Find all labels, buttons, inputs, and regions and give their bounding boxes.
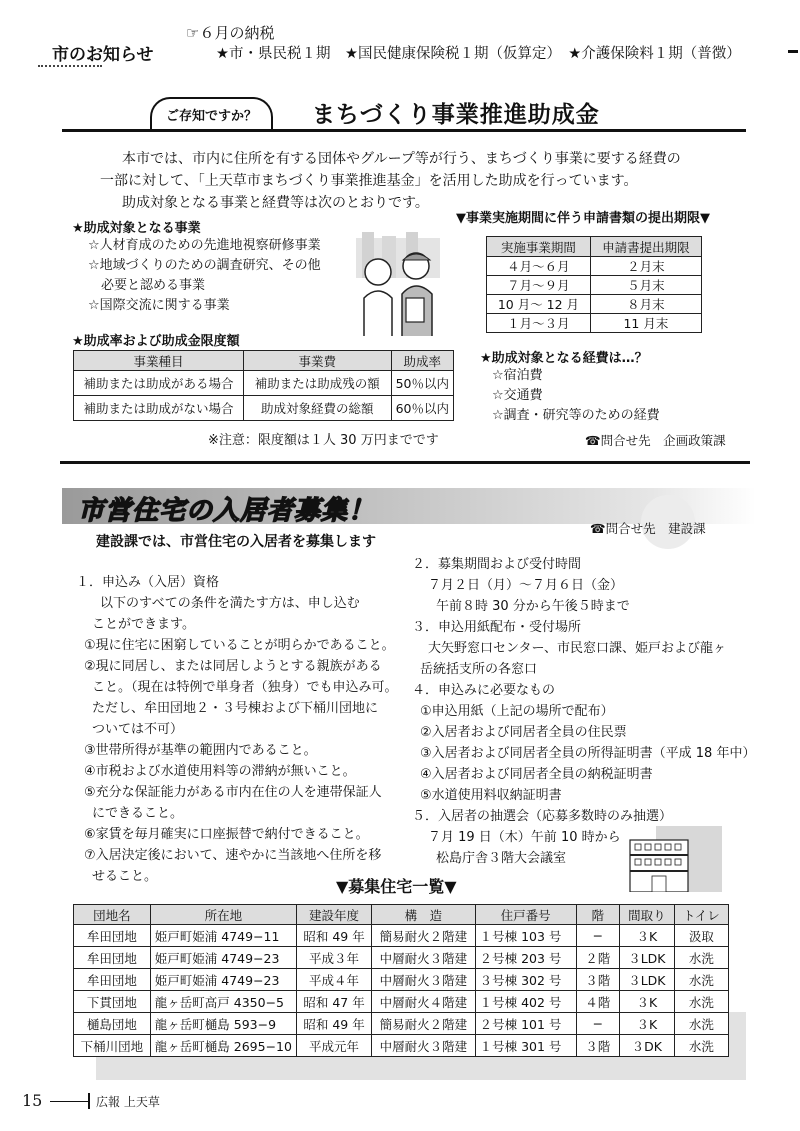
table-cell: ３号棟 302 号 [475, 969, 576, 991]
table-cell: ２号棟 101 号 [475, 1013, 576, 1035]
table-cell: １号棟 103 号 [475, 925, 576, 947]
table-row [74, 969, 729, 991]
list-item: 必要と認める事業 [88, 278, 206, 293]
text-line: ７月２日（月）～７月６日（金） [428, 578, 624, 593]
article-title: まちづくり事業推進助成金 [312, 102, 600, 128]
table-row [74, 1013, 729, 1035]
table-cell: ３DK [620, 1035, 675, 1057]
article-intro [100, 148, 681, 214]
table-header: 事業種目 [74, 351, 244, 371]
table-header: トイレ [674, 905, 728, 925]
intro-line: 助成対象となる事業と経費等は次のとおりです。 [122, 195, 429, 211]
header-dash [788, 50, 798, 53]
table-header: 階 [576, 905, 619, 925]
text-line: ③入居者および同居者全員の所得証明書（平成 18 年中） [420, 746, 756, 761]
text-line: にできること。 [92, 806, 184, 821]
text-line: ⑤水道使用料収納証明書 [420, 788, 562, 803]
table-cell: ８月末 [590, 295, 701, 314]
table-header: 建設年度 [296, 905, 371, 925]
text-line: １．申込み（入居）資格 [76, 575, 220, 590]
table-cell: 中層耐火３階建 [372, 947, 475, 969]
list-item: ☆交通費 [492, 388, 543, 403]
text-line: ５．入居者の抽選会（応募多数時のみ抽選） [412, 809, 673, 824]
table-cell: 牟田団地 [74, 925, 151, 947]
table-cell: 補助または助成がある場合 [74, 371, 244, 396]
table-cell: 中層耐火３階建 [372, 1035, 475, 1057]
housing-table [73, 904, 729, 1057]
text-line: ⑥家賃を毎月確実に口座振替で納付できること。 [84, 827, 369, 842]
table-cell: 助成対象経費の総額 [243, 396, 391, 421]
table-cell: ２月末 [590, 257, 701, 276]
intro-line: 本市では、市内に住所を有する団体やグループ等が行う、まちづくり事業に要する経費の [122, 151, 681, 167]
recruitment-title: 市営住宅の入居者募集！ [78, 496, 376, 526]
footer-bar [88, 1093, 90, 1109]
table-row [74, 925, 729, 947]
text-line: ⑦入居決定後において、速やかに当該地へ住所を移 [84, 848, 382, 863]
table-cell: 龍ヶ岳町高戸 4350−5 [150, 991, 296, 1013]
text-line: ４．申込みに必要なもの [412, 683, 556, 698]
list-item: ☆国際交流に関する事業 [88, 298, 230, 313]
table-cell: 水洗 [674, 1035, 728, 1057]
housing-list-title: ▼募集住宅一覧▼ [336, 877, 457, 896]
expense-list [492, 366, 660, 426]
title-rule [62, 129, 746, 132]
table-cell: ３LDK [620, 969, 675, 991]
table-cell: 11 月末 [590, 314, 701, 333]
section-title-underline [38, 65, 102, 67]
table-row [487, 257, 702, 276]
contact-planning: ☎問合せ先 企画政策課 [585, 433, 726, 448]
publication-name: 広報 上天草 [96, 1095, 160, 1109]
recruitment-subtitle: 建設課では、市営住宅の入居者を募集します [96, 534, 376, 550]
table-header: 事業費 [243, 351, 391, 371]
table-cell: 姫戸町姫浦 4749−23 [150, 969, 296, 991]
table-cell: 50％以内 [391, 371, 453, 396]
tax-label: ☞６月の納税 [186, 24, 275, 42]
period-heading: ▼事業実施期間に伴う申請書類の提出期限▼ [456, 211, 710, 226]
table-cell: − [576, 1013, 619, 1035]
table-cell: ２号棟 203 号 [475, 947, 576, 969]
table-cell: ４月～６月 [487, 257, 591, 276]
page-number: 15 [22, 1091, 43, 1110]
table-cell: 昭和 49 年 [296, 1013, 371, 1035]
table-cell: ３階 [576, 969, 619, 991]
table-cell: 水洗 [674, 969, 728, 991]
building-illustration [626, 826, 722, 892]
table-row [487, 314, 702, 333]
table-cell: ４階 [576, 991, 619, 1013]
list-item: ☆宿泊費 [492, 368, 543, 383]
footer-rule [50, 1101, 88, 1102]
table-row [487, 276, 702, 295]
section-title: 市のお知らせ [52, 45, 154, 65]
text-line: ついては不可） [92, 722, 184, 737]
list-item: ☆地域づくりのための調査研究、その他 [88, 258, 321, 273]
table-row [74, 991, 729, 1013]
table-cell: 10 月～ 12 月 [487, 295, 591, 314]
table-cell: 樋島団地 [74, 1013, 151, 1035]
table-cell: 昭和 49 年 [296, 925, 371, 947]
text-line: ７月 19 日（木）午前 10 時から [428, 830, 621, 845]
table-cell: 昭和 47 年 [296, 991, 371, 1013]
table-cell: ３K [620, 991, 675, 1013]
expense-heading: ★助成対象となる経費は…？ [480, 351, 648, 366]
table-cell: 姫戸町姫浦 4749−23 [150, 947, 296, 969]
table-row [74, 947, 729, 969]
table-row [487, 295, 702, 314]
intro-line: 一部に対して、「上天草市まちづくり事業推進基金」を活用した助成を行っています。 [100, 173, 638, 189]
text-line: ④入居者および同居者全員の納税証明書 [420, 767, 653, 782]
period-table [486, 236, 702, 333]
table-cell: 龍ヶ岳町樋島 593−9 [150, 1013, 296, 1035]
table-cell: 中層耐火３階建 [372, 969, 475, 991]
list-item: ☆調査・研究等のための経費 [492, 408, 660, 423]
text-line: ただし、牟田団地２・３号棟および下桶川団地に [92, 701, 379, 716]
table-cell: 牟田団地 [74, 969, 151, 991]
table-cell: １号棟 301 号 [475, 1035, 576, 1057]
table-cell: 簡易耐火２階建 [372, 1013, 475, 1035]
table-row [74, 371, 454, 396]
text-line: せること。 [92, 869, 158, 884]
table-header: 間取り [620, 905, 675, 925]
table-cell: ５月末 [590, 276, 701, 295]
table-cell: 簡易耐火２階建 [372, 925, 475, 947]
text-line: ことができます。 [92, 617, 195, 632]
people-illustration [348, 232, 448, 336]
text-line: ⑤充分な保証能力がある市内在住の人を連帯保証人 [84, 785, 382, 800]
text-line: ②現に同居し、または同居しようとする親族がある [84, 659, 382, 674]
table-header: 実施事業期間 [487, 237, 591, 257]
table-cell: 姫戸町姫浦 4749−11 [150, 925, 296, 947]
rate-table [73, 350, 454, 421]
table-cell: ２階 [576, 947, 619, 969]
table-row [74, 1035, 729, 1057]
text-line: ３．申込用紙配布・受付場所 [412, 620, 582, 635]
contact-construction: ☎問合せ先 建設課 [590, 521, 706, 536]
table-header: 団地名 [74, 905, 151, 925]
table-row [74, 396, 454, 421]
table-cell: 平成４年 [296, 969, 371, 991]
list-item: ☆人材育成のための先進地視察研修事業 [88, 238, 321, 253]
info-badge: ご存知ですか？ [150, 97, 273, 130]
table-header: 住戸番号 [475, 905, 576, 925]
table-cell: ７月～９月 [487, 276, 591, 295]
text-line: ①申込用紙（上記の場所で配布） [420, 704, 614, 719]
limit-note: ※注意：限度額は１人 30 万円までです [208, 433, 439, 448]
table-cell: 平成３年 [296, 947, 371, 969]
table-header: 助成率 [391, 351, 453, 371]
table-cell: 水洗 [674, 991, 728, 1013]
table-cell: 中層耐火４階建 [372, 991, 475, 1013]
text-line: こと。（現在は特例で単身者（独身）でも申込み可。 [92, 680, 398, 695]
text-line: 松島庁舎３階大会議室 [436, 851, 567, 866]
text-line: 以下のすべての条件を満たす方は、申し込む [100, 596, 360, 611]
table-cell: 水洗 [674, 1013, 728, 1035]
application-column [412, 554, 756, 869]
table-cell: １号棟 402 号 [475, 991, 576, 1013]
table-header: 所在地 [150, 905, 296, 925]
text-line: 大矢野窓口センター、市民窓口課、姫戸および龍ヶ [428, 641, 726, 656]
table-cell: ３階 [576, 1035, 619, 1057]
text-line: ２．募集期間および受付時間 [412, 557, 582, 572]
table-cell: ３K [620, 925, 675, 947]
table-cell: ３K [620, 1013, 675, 1035]
table-cell: 下桶川団地 [74, 1035, 151, 1057]
text-line: ①現に住宅に困窮していることが明らかであること。 [84, 638, 395, 653]
table-cell: 水洗 [674, 947, 728, 969]
text-line: ④市税および水道使用料等の滞納が無いこと。 [84, 764, 356, 779]
qualifications-column [76, 572, 406, 887]
table-header: 構 造 [372, 905, 475, 925]
table-cell: − [576, 925, 619, 947]
table-cell: １月～３月 [487, 314, 591, 333]
text-line: ②入居者および同居者全員の住民票 [420, 725, 627, 740]
table-cell: ３LDK [620, 947, 675, 969]
eligible-heading: ★助成対象となる事業 [72, 221, 201, 236]
table-cell: 汲取 [674, 925, 728, 947]
table-cell: 龍ヶ岳町樋島 2695−10 [150, 1035, 296, 1057]
text-line: ③世帯所得が基準の範囲内であること。 [84, 743, 317, 758]
tax-items: ★市・県民税１期 ★国民健康保険税１期（仮算定） ★介護保険料１期（普徴） [216, 46, 741, 62]
table-cell: 平成元年 [296, 1035, 371, 1057]
table-cell: 補助または助成がない場合 [74, 396, 244, 421]
table-cell: 牟田団地 [74, 947, 151, 969]
table-cell: 補助または助成残の額 [243, 371, 391, 396]
text-line: 午前８時 30 分から午後５時まで [436, 599, 630, 614]
text-line: 岳統括支所の各窓口 [420, 662, 538, 677]
rate-heading: ★助成率および助成金限度額 [72, 334, 240, 349]
eligible-list [88, 236, 321, 316]
table-cell: 下貫団地 [74, 991, 151, 1013]
table-cell: 60％以内 [391, 396, 453, 421]
section-divider [60, 461, 750, 464]
table-header: 申請書提出期限 [590, 237, 701, 257]
table-header-row [74, 905, 729, 925]
